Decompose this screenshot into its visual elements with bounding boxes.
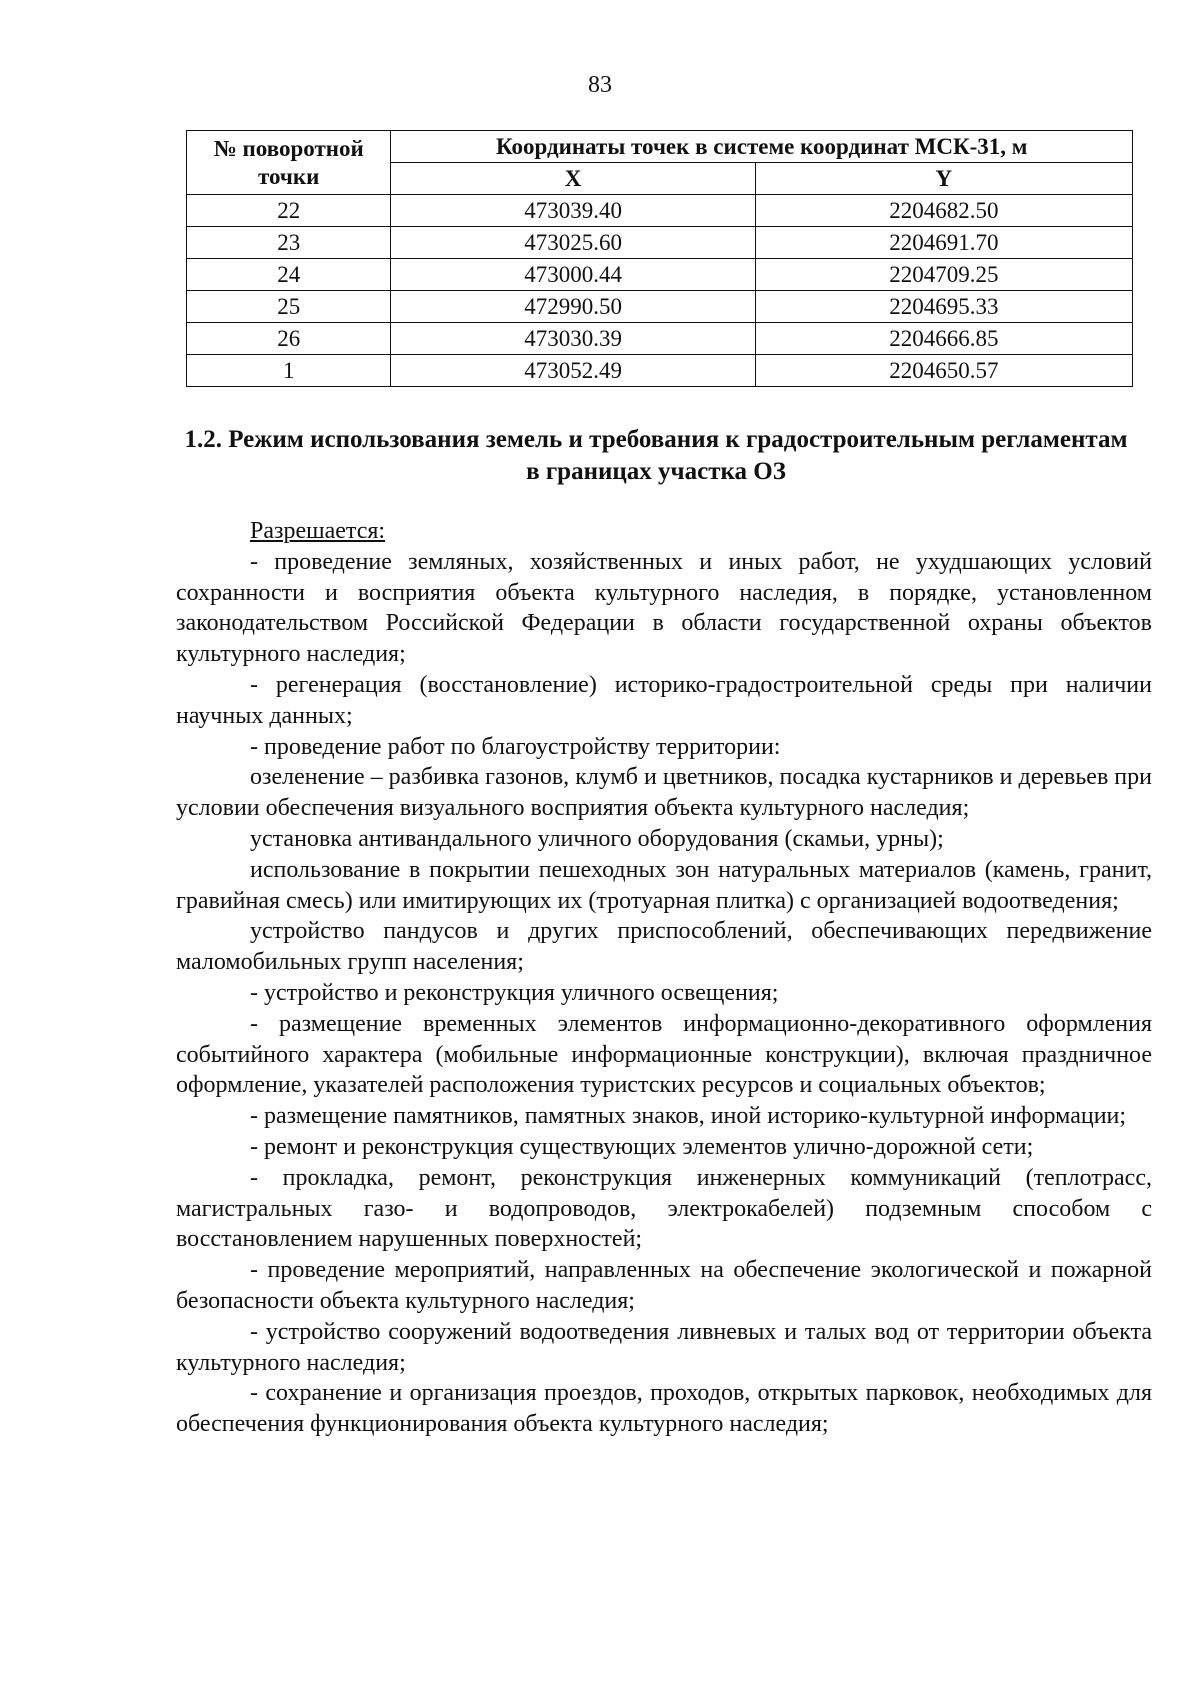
paragraph: - размещение памятников, памятных знаков, иной историко-культурной информации; — [250, 1103, 1127, 1130]
paragraph: - проведение земляных, хозяйственных и иных работ, не ухудшающих условий сохранности и восприятия объекта культурного наследия, в порядке, установленном законодательством Российской Федерации в области государственной охраны объектов культурного наследия; — [176, 548, 1152, 668]
paragraph: - устройство и реконструкция уличного освещения; — [250, 979, 779, 1006]
x-cell: 473039.40 — [391, 195, 755, 227]
paragraph: установка антивандального уличного оборудования (скамьи, урны); — [250, 825, 944, 852]
y-cell: 2204650.57 — [755, 355, 1132, 387]
header-y: Y — [755, 163, 1132, 195]
table-header-row — [187, 131, 1133, 163]
paragraph: использование в покрытии пешеходных зон натуральных материалов (камень, гранит, гравийная смесь) или имитирующих их (тротуарная плитка) с организацией водоотведения; — [176, 856, 1152, 914]
paragraph: - сохранение и организация проездов, проходов, открытых парковок, необходимых для обеспечения функционирования объекта культурного наследия; — [176, 1380, 1152, 1438]
paragraph: - устройство сооружений водоотведения ливневых и талых вод от территории объекта культурного наследия; — [176, 1318, 1152, 1376]
table-row — [187, 291, 1133, 323]
x-cell: 473000.44 — [391, 259, 755, 291]
point-cell: 22 — [187, 195, 391, 227]
section-heading: 1.2. Режим использования земель и требования к градостроительным регламентам в границах участка ОЗ — [184, 426, 1128, 485]
paragraph: - проведение работ по благоустройству территории: — [250, 733, 781, 760]
paragraph: - регенерация (восстановление) историко-градостроительной среды при наличии научных данных; — [176, 671, 1152, 729]
table-row — [187, 323, 1133, 355]
y-cell: 2204695.33 — [755, 291, 1132, 323]
table-row — [187, 259, 1133, 291]
table-row — [187, 227, 1133, 259]
point-cell: 1 — [187, 355, 391, 387]
header-x: X — [391, 163, 755, 195]
point-cell: 23 — [187, 227, 391, 259]
section-content — [176, 516, 1152, 1440]
x-cell: 473025.60 — [391, 227, 755, 259]
paragraph: озеленение – разбивка газонов, клумб и цветников, посадка кустарников и деревьев при условии обеспечения визуального восприятия объекта культурного наследия; — [176, 764, 1152, 822]
paragraph: устройство пандусов и других приспособлений, обеспечивающих передвижение маломобильных групп населения; — [176, 918, 1152, 976]
x-cell: 473030.39 — [391, 323, 755, 355]
x-cell: 473052.49 — [391, 355, 755, 387]
header-coordinates: Координаты точек в системе координат МСК-31, м — [391, 131, 1133, 163]
paragraph: - ремонт и реконструкция существующих элементов улично-дорожной сети; — [250, 1133, 1034, 1160]
point-cell: 26 — [187, 323, 391, 355]
paragraph: - размещение временных элементов информационно-декоративного оформления событийного характера (мобильные информационные конструкции), включая праздничное оформление, указателей расположения туристских ресурсов и социальных объектов; — [176, 1010, 1152, 1099]
point-cell: 24 — [187, 259, 391, 291]
table-row — [187, 195, 1133, 227]
page-number: 83 — [588, 72, 612, 98]
y-cell: 2204682.50 — [755, 195, 1132, 227]
allowed-label: Разрешается: — [250, 518, 386, 544]
point-cell: 25 — [187, 291, 391, 323]
paragraph: - проведение мероприятий, направленных на обеспечение экологической и пожарной безопасности объекта культурного наследия; — [176, 1257, 1152, 1314]
table-row — [187, 355, 1133, 387]
coordinates-table — [186, 130, 1133, 387]
y-cell: 2204666.85 — [755, 323, 1132, 355]
x-cell: 472990.50 — [391, 291, 755, 323]
y-cell: 2204709.25 — [755, 259, 1132, 291]
header-point-number: № поворотной точки — [187, 131, 391, 195]
y-cell: 2204691.70 — [755, 227, 1132, 259]
paragraph: - прокладка, ремонт, реконструкция инженерных коммуникаций (теплотрасс, магистральных газо- и водопроводов, электрокабелей) подземным способом с восстановлением нарушенных поверхностей; — [176, 1164, 1152, 1253]
